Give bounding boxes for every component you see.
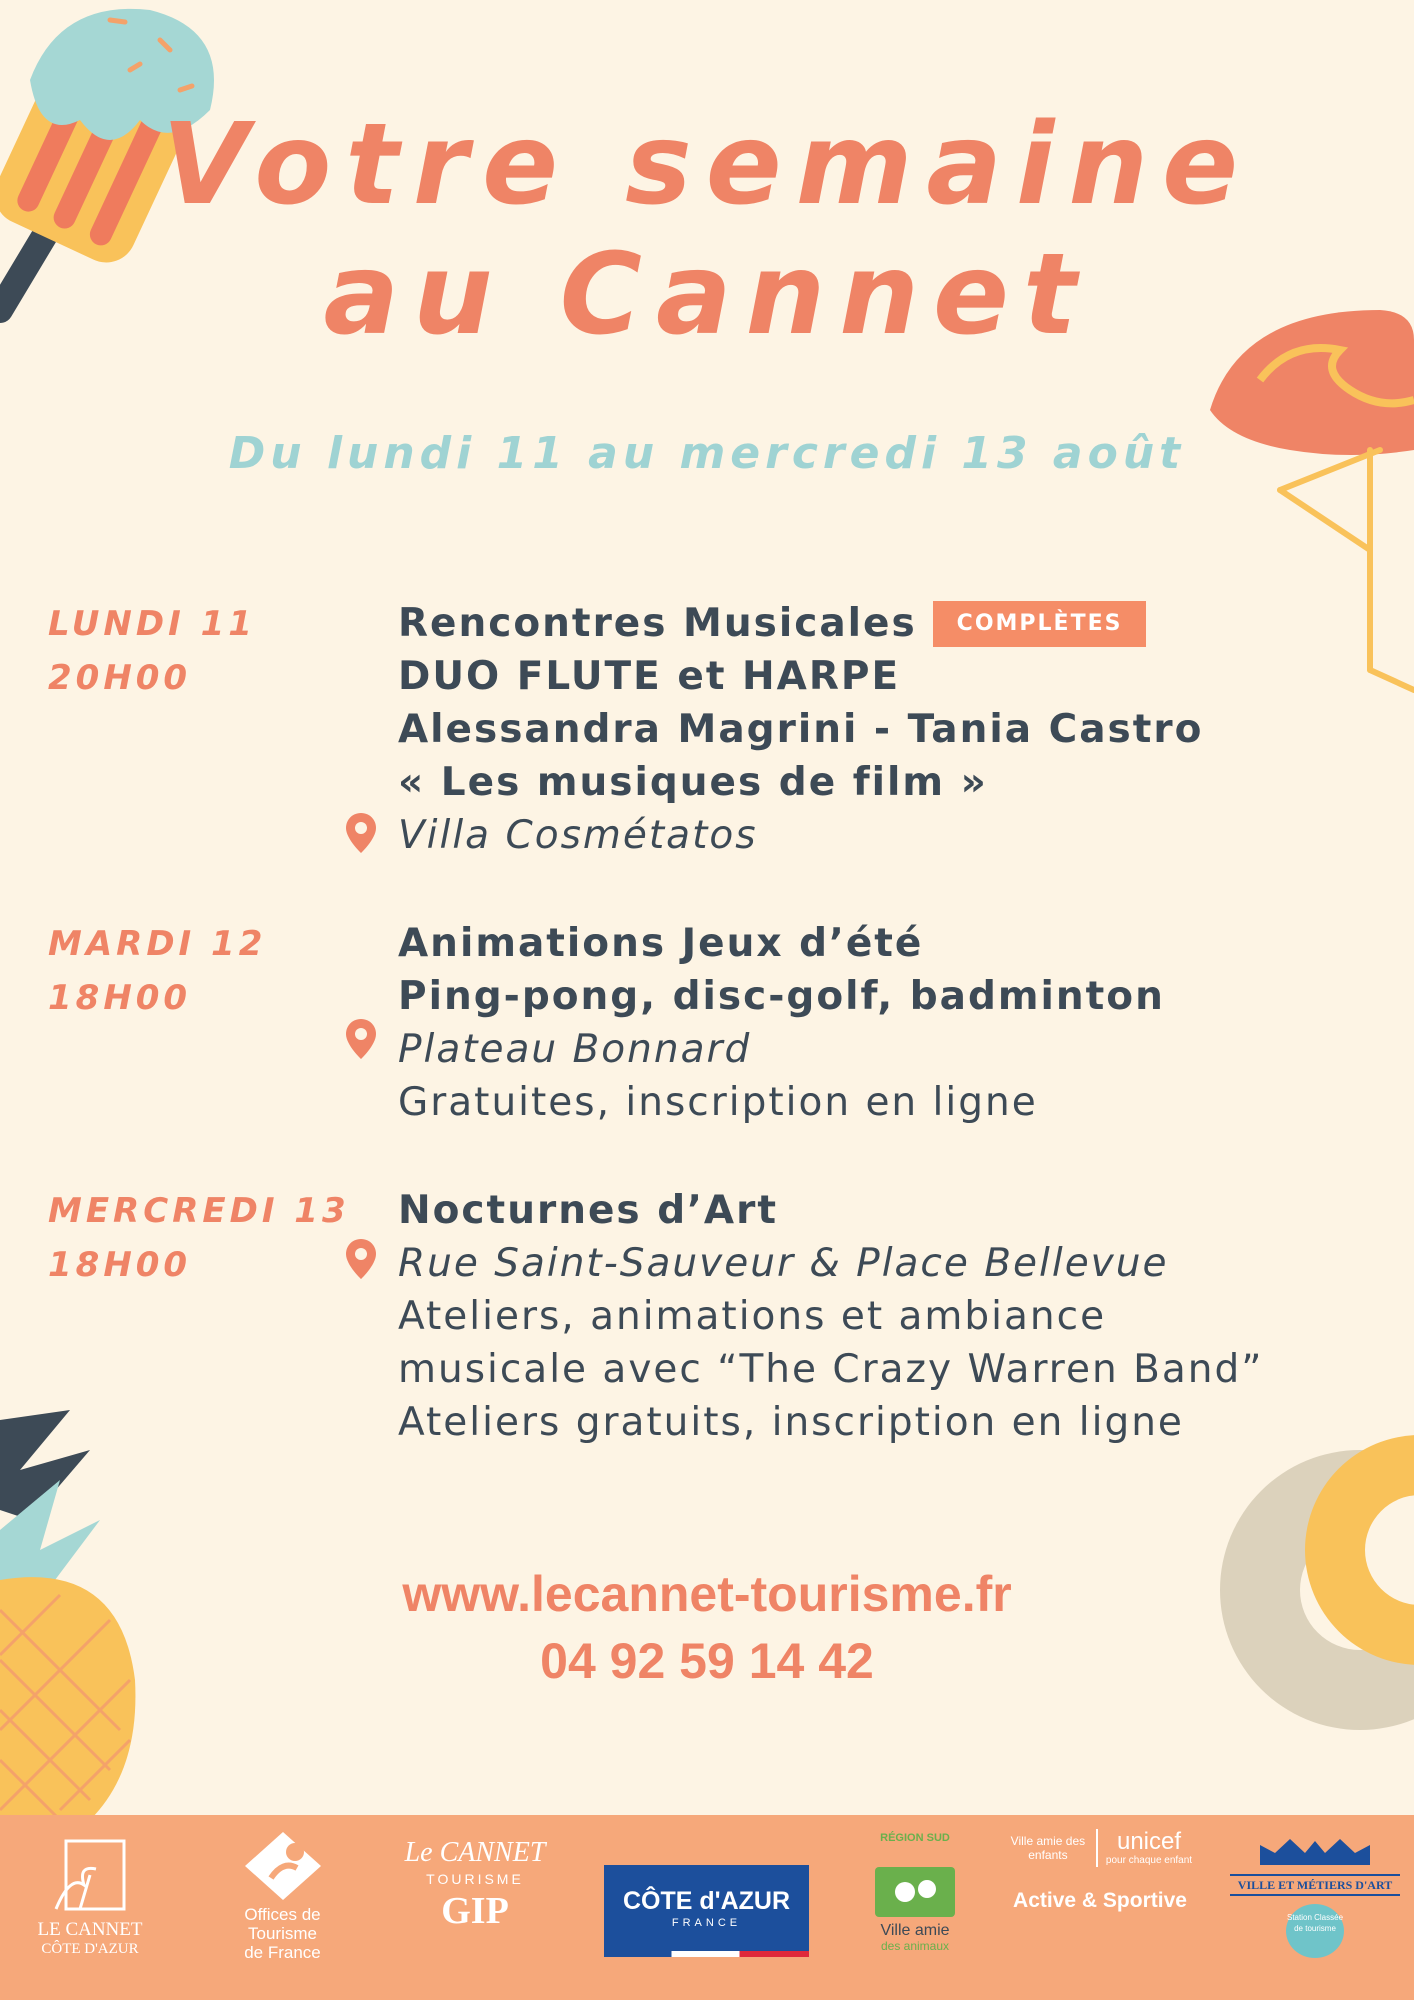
flamingo-illustration: [1200, 300, 1414, 700]
cote-dazur-logo-line2: FRANCE: [671, 1917, 742, 1929]
le-cannet-tourisme-gip-logo: [390, 1837, 560, 1933]
event-1-line3: Alessandra Magrini - Tania Castro: [398, 707, 1204, 752]
event-2-line2: Ping-pong, disc-golf, badminton: [398, 974, 1165, 1019]
offices-de-tourisme-line1: Offices de: [244, 1905, 321, 1924]
le-cannet-logo-line1: LE CANNET: [37, 1919, 143, 1940]
event-1-line4: « Les musiques de film »: [398, 760, 988, 805]
event-3-title: Nocturnes d’Art: [398, 1188, 778, 1233]
cote-dazur-logo-line1: CÔTE d'AZUR: [622, 1887, 791, 1915]
gip-logo-line3: GIP: [441, 1890, 509, 1932]
offices-de-tourisme-line2: Tourisme: [248, 1924, 317, 1943]
event-3-desc2: musicale avec “The Crazy Warren Band”: [398, 1347, 1264, 1392]
website-link[interactable]: www.lecannet-tourisme.fr: [402, 1566, 1012, 1622]
ville-amie-enfants-label: Ville amie des enfants: [1010, 1834, 1086, 1862]
offices-de-tourisme-logo: [225, 1830, 340, 1962]
event-3-details: [398, 1184, 1263, 1449]
event-1-details: [398, 597, 1203, 862]
le-cannet-emblem-icon: [50, 1835, 130, 1915]
event-1-line2: DUO FLUTE et HARPE: [398, 654, 901, 699]
des-animaux-label: des animaux: [880, 1939, 950, 1953]
location-pin-icon: [346, 813, 376, 853]
event-3-note: Ateliers gratuits, inscription en ligne: [398, 1400, 1184, 1445]
active-sportive-label: Active & Sportive: [1013, 1889, 1187, 1912]
tricolor-stripe: [604, 1951, 809, 1957]
gip-logo-line1: Le CANNET: [404, 1837, 546, 1868]
event-2-details: [398, 917, 1165, 1129]
offices-de-tourisme-emblem-icon: [243, 1830, 323, 1900]
event-2-location: Plateau Bonnard: [398, 1027, 752, 1072]
status-badge: COMPLÈTES: [933, 601, 1147, 647]
event-1-location: Villa Cosmétatos: [398, 813, 758, 858]
event-3-schedule: [48, 1184, 350, 1292]
cote-dazur-france-logo: [604, 1865, 809, 1957]
event-3-desc1: Ateliers, animations et ambiance: [398, 1294, 1107, 1339]
event-2-time: 18H00: [48, 978, 192, 1018]
event-1-title: Rencontres Musicales: [398, 601, 917, 646]
region-sud-ville-amie-animaux-logo: [860, 1831, 970, 1953]
ville-metiers-art-logo: [1230, 1835, 1400, 1958]
event-2-schedule: [48, 917, 266, 1025]
ville-amie-label: Ville amie: [880, 1922, 950, 1939]
le-cannet-logo: [30, 1835, 150, 1958]
unicef-active-sportive-logo: [1000, 1829, 1200, 1913]
animal-friendly-icon: [875, 1867, 955, 1917]
location-pin-icon: [346, 1019, 376, 1059]
unicef-tagline: pour chaque enfant: [1105, 1855, 1193, 1866]
event-3-time: 18H00: [48, 1245, 192, 1285]
ville-metiers-art-label: VILLE ET MÉTIERS D'ART: [1230, 1874, 1400, 1896]
unicef-label: unicef: [1116, 1828, 1182, 1855]
event-2-title: Animations Jeux d’été: [398, 921, 924, 966]
le-cannet-logo-line2: CÔTE D'AZUR: [41, 1941, 139, 1957]
phone-number[interactable]: 04 92 59 14 42: [540, 1633, 874, 1689]
location-pin-icon: [346, 1239, 376, 1279]
offices-de-tourisme-line3: de France: [244, 1943, 321, 1962]
event-3-location: Rue Saint-Sauveur & Place Bellevue: [398, 1241, 1169, 1286]
event-2-note: Gratuites, inscription en ligne: [398, 1080, 1038, 1125]
event-1-day: LUNDI 11: [48, 604, 256, 644]
region-sud-label: RÉGION SUD: [880, 1832, 950, 1844]
station-classee-badge: Station Classée de tourisme: [1286, 1904, 1344, 1958]
date-range-subtitle: Du lundi 11 au mercredi 13 août: [228, 428, 1186, 479]
event-1-time: 20H00: [48, 658, 192, 698]
event-1-schedule: [48, 597, 256, 705]
event-3-day: MERCREDI 13: [48, 1191, 350, 1231]
crown-icon: [1255, 1835, 1375, 1869]
event-1-title-row: [398, 597, 1203, 650]
page-title-line2: au Cannet: [323, 230, 1091, 360]
page-title-line1: Votre semaine: [161, 100, 1253, 230]
footer-logo-bar: [0, 1815, 1414, 2000]
event-2-day: MARDI 12: [48, 924, 267, 964]
gip-logo-line2: TOURISME: [426, 1871, 524, 1887]
